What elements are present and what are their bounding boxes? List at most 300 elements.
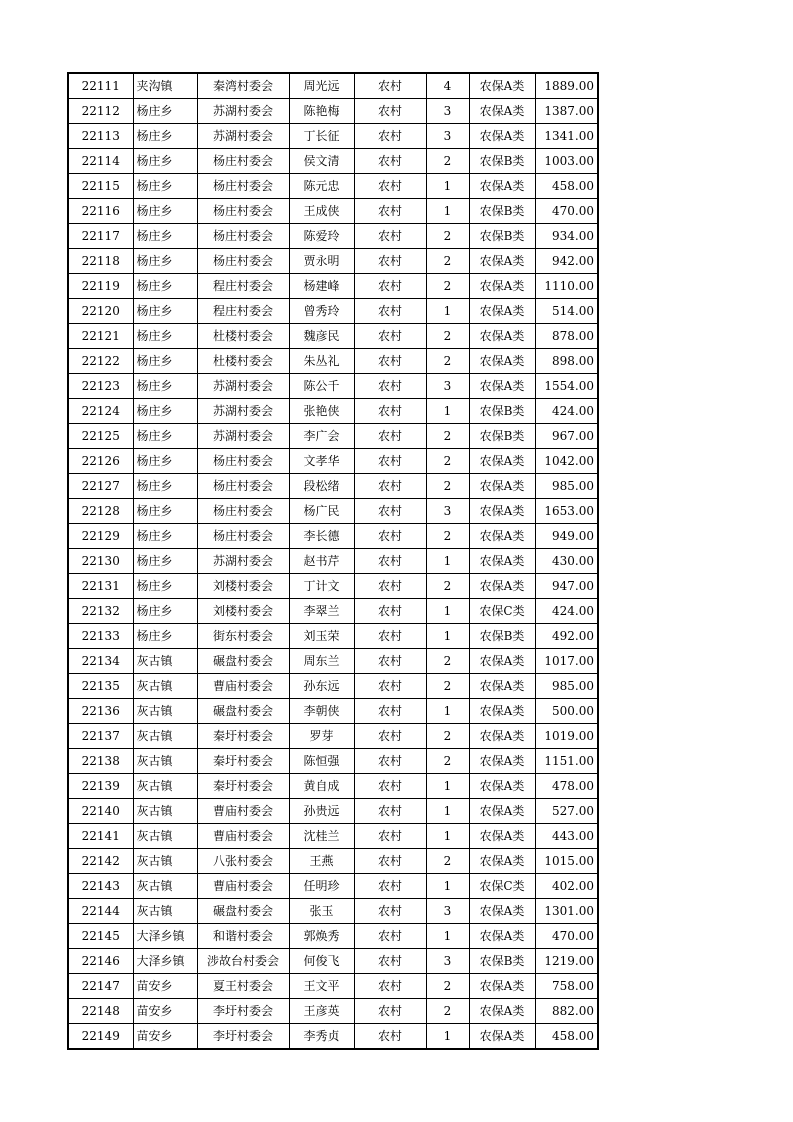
amount-cell: 458.00 <box>535 174 598 199</box>
residence-type-cell: 农村 <box>354 274 426 299</box>
residence-type-cell: 农村 <box>354 924 426 949</box>
township-cell: 杨庄乡 <box>133 524 197 549</box>
roster-body <box>68 73 598 1049</box>
township-cell: 杨庄乡 <box>133 349 197 374</box>
residence-type-cell: 农村 <box>354 73 426 99</box>
person-name-cell: 李翠兰 <box>289 599 354 624</box>
amount-cell: 1151.00 <box>535 749 598 774</box>
residence-type-cell: 农村 <box>354 574 426 599</box>
insurance-category-cell: 农保A类 <box>469 449 535 474</box>
residence-type-cell: 农村 <box>354 599 426 624</box>
person-name-cell: 丁计文 <box>289 574 354 599</box>
township-cell: 杨庄乡 <box>133 274 197 299</box>
village-committee-cell: 碾盘村委会 <box>197 699 289 724</box>
township-cell: 杨庄乡 <box>133 399 197 424</box>
residence-type-cell: 农村 <box>354 149 426 174</box>
township-cell: 灰古镇 <box>133 899 197 924</box>
household-count-cell: 3 <box>426 499 469 524</box>
record-id-cell: 22129 <box>68 524 133 549</box>
household-count-cell: 1 <box>426 174 469 199</box>
insurance-category-cell: 农保A类 <box>469 374 535 399</box>
insurance-category-cell: 农保B类 <box>469 149 535 174</box>
village-committee-cell: 苏湖村委会 <box>197 374 289 399</box>
amount-cell: 967.00 <box>535 424 598 449</box>
record-id-cell: 22148 <box>68 999 133 1024</box>
residence-type-cell: 农村 <box>354 849 426 874</box>
village-committee-cell: 八张村委会 <box>197 849 289 874</box>
table-row <box>68 474 598 499</box>
village-committee-cell: 杨庄村委会 <box>197 499 289 524</box>
township-cell: 灰古镇 <box>133 749 197 774</box>
record-id-cell: 22138 <box>68 749 133 774</box>
township-cell: 灰古镇 <box>133 674 197 699</box>
person-name-cell: 王彦英 <box>289 999 354 1024</box>
person-name-cell: 杨广民 <box>289 499 354 524</box>
record-id-cell: 22143 <box>68 874 133 899</box>
household-count-cell: 2 <box>426 674 469 699</box>
residence-type-cell: 农村 <box>354 1024 426 1050</box>
amount-cell: 1042.00 <box>535 449 598 474</box>
insurance-category-cell: 农保A类 <box>469 999 535 1024</box>
record-id-cell: 22113 <box>68 124 133 149</box>
household-count-cell: 3 <box>426 374 469 399</box>
township-cell: 杨庄乡 <box>133 249 197 274</box>
township-cell: 杨庄乡 <box>133 499 197 524</box>
township-cell: 灰古镇 <box>133 824 197 849</box>
person-name-cell: 李长德 <box>289 524 354 549</box>
amount-cell: 424.00 <box>535 599 598 624</box>
village-committee-cell: 杨庄村委会 <box>197 174 289 199</box>
person-name-cell: 王文平 <box>289 974 354 999</box>
amount-cell: 1387.00 <box>535 99 598 124</box>
person-name-cell: 黄自成 <box>289 774 354 799</box>
household-count-cell: 3 <box>426 899 469 924</box>
record-id-cell: 22141 <box>68 824 133 849</box>
household-count-cell: 2 <box>426 724 469 749</box>
residence-type-cell: 农村 <box>354 874 426 899</box>
household-count-cell: 2 <box>426 474 469 499</box>
record-id-cell: 22130 <box>68 549 133 574</box>
insurance-category-cell: 农保A类 <box>469 849 535 874</box>
residence-type-cell: 农村 <box>354 724 426 749</box>
household-count-cell: 1 <box>426 824 469 849</box>
township-cell: 杨庄乡 <box>133 149 197 174</box>
residence-type-cell: 农村 <box>354 999 426 1024</box>
record-id-cell: 22131 <box>68 574 133 599</box>
amount-cell: 424.00 <box>535 399 598 424</box>
record-id-cell: 22128 <box>68 499 133 524</box>
table-row <box>68 949 598 974</box>
residence-type-cell: 农村 <box>354 899 426 924</box>
residence-type-cell: 农村 <box>354 174 426 199</box>
household-count-cell: 2 <box>426 224 469 249</box>
insurance-category-cell: 农保B类 <box>469 399 535 424</box>
record-id-cell: 22122 <box>68 349 133 374</box>
township-cell: 苗安乡 <box>133 999 197 1024</box>
person-name-cell: 罗芽 <box>289 724 354 749</box>
residence-type-cell: 农村 <box>354 224 426 249</box>
record-id-cell: 22112 <box>68 99 133 124</box>
village-committee-cell: 杜楼村委会 <box>197 324 289 349</box>
insurance-category-cell: 农保B类 <box>469 199 535 224</box>
township-cell: 杨庄乡 <box>133 624 197 649</box>
residence-type-cell: 农村 <box>354 299 426 324</box>
insurance-category-cell: 农保A类 <box>469 574 535 599</box>
table-row <box>68 874 598 899</box>
township-cell: 杨庄乡 <box>133 124 197 149</box>
amount-cell: 947.00 <box>535 574 598 599</box>
village-committee-cell: 杨庄村委会 <box>197 449 289 474</box>
person-name-cell: 陈元忠 <box>289 174 354 199</box>
roster-table <box>67 72 599 1050</box>
residence-type-cell: 农村 <box>354 974 426 999</box>
record-id-cell: 22132 <box>68 599 133 624</box>
township-cell: 杨庄乡 <box>133 424 197 449</box>
table-row <box>68 149 598 174</box>
township-cell: 灰古镇 <box>133 699 197 724</box>
table-row <box>68 399 598 424</box>
table-row <box>68 899 598 924</box>
township-cell: 杨庄乡 <box>133 549 197 574</box>
village-committee-cell: 秦湾村委会 <box>197 73 289 99</box>
record-id-cell: 22134 <box>68 649 133 674</box>
record-id-cell: 22133 <box>68 624 133 649</box>
village-committee-cell: 碾盘村委会 <box>197 899 289 924</box>
table-row <box>68 849 598 874</box>
table-row <box>68 99 598 124</box>
household-count-cell: 2 <box>426 274 469 299</box>
village-committee-cell: 刘楼村委会 <box>197 599 289 624</box>
township-cell: 杨庄乡 <box>133 174 197 199</box>
residence-type-cell: 农村 <box>354 499 426 524</box>
person-name-cell: 张艳侠 <box>289 399 354 424</box>
amount-cell: 430.00 <box>535 549 598 574</box>
record-id-cell: 22135 <box>68 674 133 699</box>
household-count-cell: 1 <box>426 774 469 799</box>
amount-cell: 1341.00 <box>535 124 598 149</box>
table-row <box>68 499 598 524</box>
table-row <box>68 274 598 299</box>
insurance-category-cell: 农保A类 <box>469 249 535 274</box>
amount-cell: 470.00 <box>535 924 598 949</box>
amount-cell: 458.00 <box>535 1024 598 1050</box>
table-row <box>68 299 598 324</box>
township-cell: 灰古镇 <box>133 724 197 749</box>
township-cell: 杨庄乡 <box>133 299 197 324</box>
village-committee-cell: 苏湖村委会 <box>197 99 289 124</box>
residence-type-cell: 农村 <box>354 124 426 149</box>
village-committee-cell: 程庄村委会 <box>197 274 289 299</box>
township-cell: 灰古镇 <box>133 774 197 799</box>
village-committee-cell: 和谐村委会 <box>197 924 289 949</box>
village-committee-cell: 程庄村委会 <box>197 299 289 324</box>
table-row <box>68 574 598 599</box>
person-name-cell: 文孝华 <box>289 449 354 474</box>
record-id-cell: 22137 <box>68 724 133 749</box>
residence-type-cell: 农村 <box>354 399 426 424</box>
person-name-cell: 周东兰 <box>289 649 354 674</box>
amount-cell: 1017.00 <box>535 649 598 674</box>
residence-type-cell: 农村 <box>354 524 426 549</box>
township-cell: 灰古镇 <box>133 649 197 674</box>
township-cell: 杨庄乡 <box>133 574 197 599</box>
village-committee-cell: 涉故台村委会 <box>197 949 289 974</box>
table-row <box>68 249 598 274</box>
residence-type-cell: 农村 <box>354 549 426 574</box>
person-name-cell: 孙东远 <box>289 674 354 699</box>
table-row <box>68 649 598 674</box>
village-committee-cell: 苏湖村委会 <box>197 124 289 149</box>
township-cell: 杨庄乡 <box>133 449 197 474</box>
residence-type-cell: 农村 <box>354 349 426 374</box>
insurance-category-cell: 农保A类 <box>469 99 535 124</box>
person-name-cell: 王成侠 <box>289 199 354 224</box>
household-count-cell: 1 <box>426 549 469 574</box>
record-id-cell: 22145 <box>68 924 133 949</box>
table-row <box>68 524 598 549</box>
insurance-category-cell: 农保A类 <box>469 749 535 774</box>
residence-type-cell: 农村 <box>354 374 426 399</box>
person-name-cell: 李广会 <box>289 424 354 449</box>
table-row <box>68 224 598 249</box>
insurance-category-cell: 农保A类 <box>469 73 535 99</box>
village-committee-cell: 杜楼村委会 <box>197 349 289 374</box>
household-count-cell: 2 <box>426 449 469 474</box>
amount-cell: 758.00 <box>535 974 598 999</box>
township-cell: 苗安乡 <box>133 1024 197 1050</box>
person-name-cell: 李秀贞 <box>289 1024 354 1050</box>
household-count-cell: 1 <box>426 199 469 224</box>
table-row <box>68 549 598 574</box>
record-id-cell: 22127 <box>68 474 133 499</box>
township-cell: 苗安乡 <box>133 974 197 999</box>
household-count-cell: 1 <box>426 874 469 899</box>
person-name-cell: 赵书芹 <box>289 549 354 574</box>
insurance-category-cell: 农保A类 <box>469 699 535 724</box>
village-committee-cell: 夏王村委会 <box>197 974 289 999</box>
township-cell: 灰古镇 <box>133 874 197 899</box>
village-committee-cell: 杨庄村委会 <box>197 474 289 499</box>
amount-cell: 1219.00 <box>535 949 598 974</box>
insurance-category-cell: 农保A类 <box>469 824 535 849</box>
table-row <box>68 774 598 799</box>
table-row <box>68 124 598 149</box>
residence-type-cell: 农村 <box>354 949 426 974</box>
household-count-cell: 3 <box>426 99 469 124</box>
record-id-cell: 22126 <box>68 449 133 474</box>
amount-cell: 402.00 <box>535 874 598 899</box>
record-id-cell: 22118 <box>68 249 133 274</box>
insurance-category-cell: 农保A类 <box>469 799 535 824</box>
township-cell: 杨庄乡 <box>133 474 197 499</box>
table-row <box>68 924 598 949</box>
insurance-category-cell: 农保C类 <box>469 874 535 899</box>
record-id-cell: 22125 <box>68 424 133 449</box>
person-name-cell: 魏彦民 <box>289 324 354 349</box>
table-row <box>68 799 598 824</box>
record-id-cell: 22146 <box>68 949 133 974</box>
insurance-category-cell: 农保A类 <box>469 499 535 524</box>
household-count-cell: 2 <box>426 424 469 449</box>
record-id-cell: 22149 <box>68 1024 133 1050</box>
amount-cell: 985.00 <box>535 474 598 499</box>
amount-cell: 527.00 <box>535 799 598 824</box>
person-name-cell: 段松绪 <box>289 474 354 499</box>
amount-cell: 1889.00 <box>535 73 598 99</box>
insurance-category-cell: 农保A类 <box>469 774 535 799</box>
residence-type-cell: 农村 <box>354 624 426 649</box>
amount-cell: 500.00 <box>535 699 598 724</box>
household-count-cell: 1 <box>426 1024 469 1050</box>
person-name-cell: 陈艳梅 <box>289 99 354 124</box>
record-id-cell: 22117 <box>68 224 133 249</box>
record-id-cell: 22120 <box>68 299 133 324</box>
amount-cell: 1653.00 <box>535 499 598 524</box>
insurance-category-cell: 农保A类 <box>469 274 535 299</box>
village-committee-cell: 苏湖村委会 <box>197 399 289 424</box>
amount-cell: 1003.00 <box>535 149 598 174</box>
person-name-cell: 郭焕秀 <box>289 924 354 949</box>
village-committee-cell: 秦圩村委会 <box>197 749 289 774</box>
village-committee-cell: 街东村委会 <box>197 624 289 649</box>
township-cell: 杨庄乡 <box>133 599 197 624</box>
table-row <box>68 674 598 699</box>
village-committee-cell: 秦圩村委会 <box>197 724 289 749</box>
household-count-cell: 1 <box>426 799 469 824</box>
table-row <box>68 73 598 99</box>
residence-type-cell: 农村 <box>354 699 426 724</box>
person-name-cell: 杨建峰 <box>289 274 354 299</box>
insurance-category-cell: 农保A类 <box>469 349 535 374</box>
person-name-cell: 周光远 <box>289 73 354 99</box>
amount-cell: 1015.00 <box>535 849 598 874</box>
village-committee-cell: 曹庙村委会 <box>197 674 289 699</box>
household-count-cell: 1 <box>426 624 469 649</box>
village-committee-cell: 曹庙村委会 <box>197 874 289 899</box>
residence-type-cell: 农村 <box>354 249 426 274</box>
insurance-category-cell: 农保A类 <box>469 649 535 674</box>
table-row <box>68 199 598 224</box>
person-name-cell: 王燕 <box>289 849 354 874</box>
household-count-cell: 1 <box>426 924 469 949</box>
table-row <box>68 824 598 849</box>
table-row <box>68 349 598 374</box>
table-row <box>68 424 598 449</box>
amount-cell: 1301.00 <box>535 899 598 924</box>
person-name-cell: 曾秀玲 <box>289 299 354 324</box>
record-id-cell: 22136 <box>68 699 133 724</box>
amount-cell: 934.00 <box>535 224 598 249</box>
table-row <box>68 749 598 774</box>
village-committee-cell: 刘楼村委会 <box>197 574 289 599</box>
insurance-category-cell: 农保B类 <box>469 949 535 974</box>
household-count-cell: 2 <box>426 324 469 349</box>
person-name-cell: 任明珍 <box>289 874 354 899</box>
household-count-cell: 2 <box>426 849 469 874</box>
person-name-cell: 贾永明 <box>289 249 354 274</box>
person-name-cell: 张玉 <box>289 899 354 924</box>
residence-type-cell: 农村 <box>354 424 426 449</box>
person-name-cell: 孙贵远 <box>289 799 354 824</box>
village-committee-cell: 苏湖村委会 <box>197 549 289 574</box>
residence-type-cell: 农村 <box>354 799 426 824</box>
residence-type-cell: 农村 <box>354 824 426 849</box>
village-committee-cell: 杨庄村委会 <box>197 249 289 274</box>
amount-cell: 1110.00 <box>535 274 598 299</box>
table-row <box>68 1024 598 1050</box>
household-count-cell: 2 <box>426 974 469 999</box>
person-name-cell: 陈爱玲 <box>289 224 354 249</box>
person-name-cell: 李朝侠 <box>289 699 354 724</box>
township-cell: 灰古镇 <box>133 799 197 824</box>
township-cell: 大泽乡镇 <box>133 924 197 949</box>
village-committee-cell: 碾盘村委会 <box>197 649 289 674</box>
insurance-category-cell: 农保C类 <box>469 599 535 624</box>
insurance-category-cell: 农保A类 <box>469 549 535 574</box>
village-committee-cell: 杨庄村委会 <box>197 199 289 224</box>
village-committee-cell: 秦圩村委会 <box>197 774 289 799</box>
record-id-cell: 22124 <box>68 399 133 424</box>
person-name-cell: 朱丛礼 <box>289 349 354 374</box>
table-row <box>68 724 598 749</box>
amount-cell: 882.00 <box>535 999 598 1024</box>
insurance-category-cell: 农保A类 <box>469 324 535 349</box>
table-row <box>68 374 598 399</box>
record-id-cell: 22116 <box>68 199 133 224</box>
insurance-category-cell: 农保A类 <box>469 299 535 324</box>
insurance-category-cell: 农保B类 <box>469 224 535 249</box>
residence-type-cell: 农村 <box>354 749 426 774</box>
residence-type-cell: 农村 <box>354 774 426 799</box>
amount-cell: 898.00 <box>535 349 598 374</box>
township-cell: 灰古镇 <box>133 849 197 874</box>
residence-type-cell: 农村 <box>354 199 426 224</box>
record-id-cell: 22121 <box>68 324 133 349</box>
village-committee-cell: 曹庙村委会 <box>197 799 289 824</box>
township-cell: 大泽乡镇 <box>133 949 197 974</box>
residence-type-cell: 农村 <box>354 324 426 349</box>
insurance-category-cell: 农保A类 <box>469 924 535 949</box>
residence-type-cell: 农村 <box>354 674 426 699</box>
residence-type-cell: 农村 <box>354 649 426 674</box>
table-row <box>68 174 598 199</box>
household-count-cell: 2 <box>426 999 469 1024</box>
amount-cell: 470.00 <box>535 199 598 224</box>
household-count-cell: 2 <box>426 249 469 274</box>
record-id-cell: 22147 <box>68 974 133 999</box>
village-committee-cell: 杨庄村委会 <box>197 149 289 174</box>
household-count-cell: 2 <box>426 649 469 674</box>
person-name-cell: 侯文清 <box>289 149 354 174</box>
record-id-cell: 22144 <box>68 899 133 924</box>
amount-cell: 949.00 <box>535 524 598 549</box>
table-row <box>68 699 598 724</box>
record-id-cell: 22111 <box>68 73 133 99</box>
household-count-cell: 1 <box>426 599 469 624</box>
village-committee-cell: 苏湖村委会 <box>197 424 289 449</box>
township-cell: 杨庄乡 <box>133 324 197 349</box>
table-row <box>68 624 598 649</box>
township-cell: 杨庄乡 <box>133 99 197 124</box>
insurance-category-cell: 农保A类 <box>469 724 535 749</box>
household-count-cell: 1 <box>426 299 469 324</box>
amount-cell: 514.00 <box>535 299 598 324</box>
record-id-cell: 22123 <box>68 374 133 399</box>
person-name-cell: 陈恒强 <box>289 749 354 774</box>
village-committee-cell: 李圩村委会 <box>197 999 289 1024</box>
household-count-cell: 3 <box>426 124 469 149</box>
village-committee-cell: 曹庙村委会 <box>197 824 289 849</box>
